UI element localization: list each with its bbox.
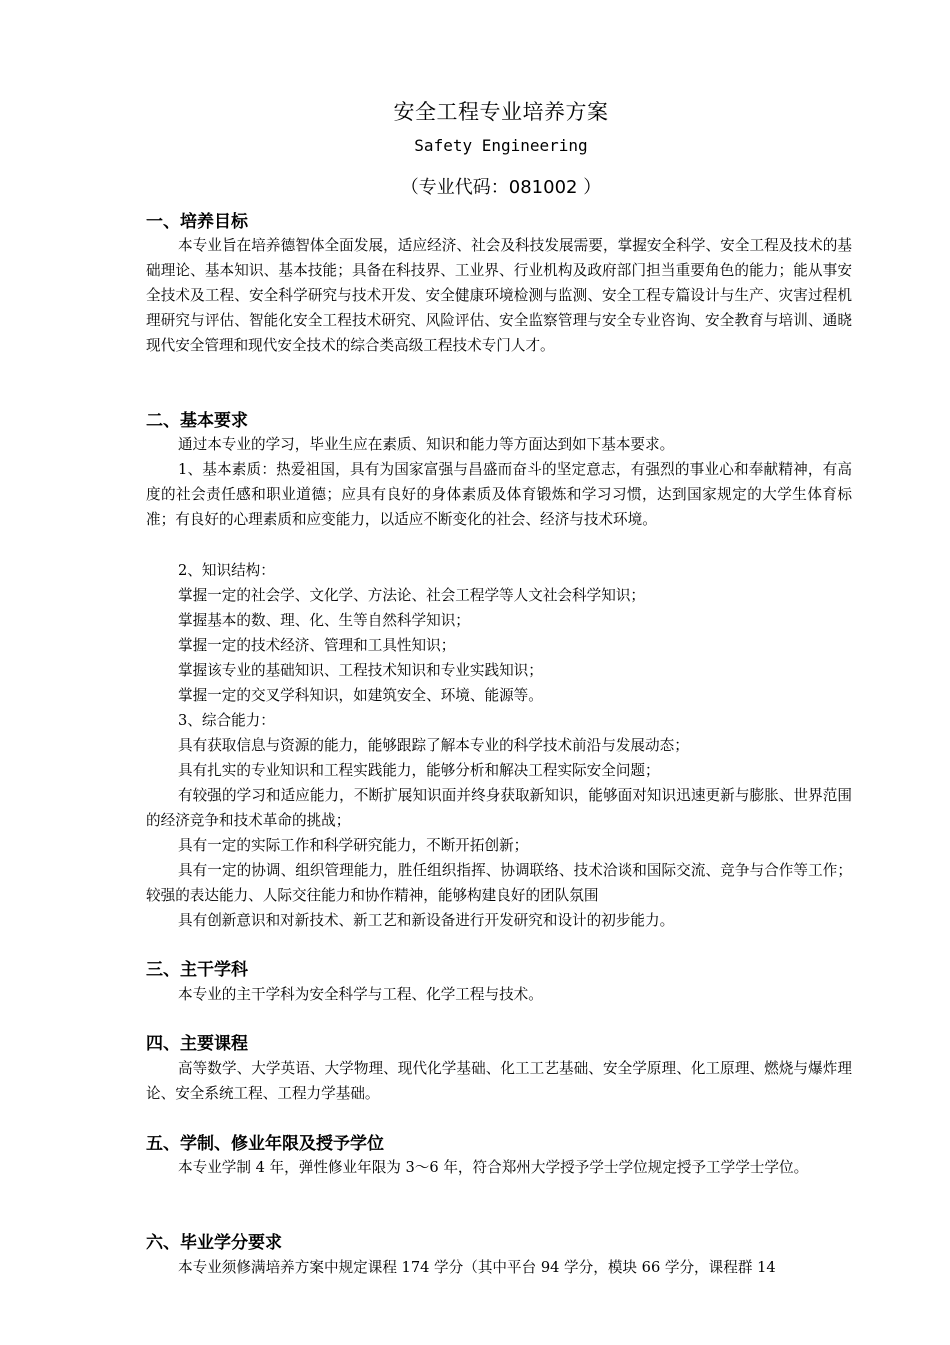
section-heading-credit-requirements: 六、毕业学分要求 [146, 1233, 282, 1253]
main-disciplines-paragraph: 本专业的主干学科为安全科学与工程、化学工程与技术。 [178, 986, 543, 1003]
section-heading-main-courses: 四、主要课程 [146, 1034, 248, 1054]
section-heading-main-disciplines: 三、主干学科 [146, 960, 248, 980]
ability-item: 具有一定的实际工作和科学研究能力，不断开拓创新； [178, 837, 529, 854]
document-subtitle-en: Safety Engineering [414, 136, 588, 155]
ability-item: 具有一定的协调、组织管理能力，胜任组织指挥、协调联络、技术洽谈和国际交流、竞争与合作等工作；较强的表达能力、人际交往能力和协作精神，能够构建良好的团队氛围 [146, 862, 852, 904]
goals-paragraph: 本专业旨在培养德智体全面发展，适应经济、社会及科技发展需要，掌握安全科学、安全工程及技术的基础理论、基本知识、基本技能；具备在科技界、工业界、行业机构及政府部门担当重要角色的能力；能从事安全技术及工程、安全科学研究与技术开发、安全健康环境检测与监测、安全工程专篇设计与生产、灾害过程机理研究与评估、智能化安全工程技术研究、风险评估、安全监察管理与安全专业咨询、安全教育与培训、通晓现代安全管理和现代安全技术的综合类高级工程技术专门人才。 [146, 237, 852, 354]
knowledge-item: 掌握该专业的基础知识、工程技术知识和专业实践知识； [178, 662, 543, 679]
ability-item: 有较强的学习和适应能力，不断扩展知识面并终身获取新知识，能够面对知识迅速更新与膨胀、世界范围的经济竞争和技术革命的挑战； [146, 787, 852, 829]
section-heading-duration-degree: 五、学制、修业年限及授予学位 [146, 1134, 384, 1154]
knowledge-item: 掌握一定的交叉学科知识，如建筑安全、环境、能源等。 [178, 687, 543, 704]
major-code: （专业代码：081002 ） [400, 177, 602, 198]
knowledge-item: 掌握一定的技术经济、管理和工具性知识； [178, 637, 456, 654]
ability-item: 具有扎实的专业知识和工程实践能力，能够分析和解决工程实际安全问题； [178, 762, 660, 779]
main-courses-paragraph: 高等数学、大学英语、大学物理、现代化学基础、化工工艺基础、安全学原理、化工原理、燃烧与爆炸理论、安全系统工程、工程力学基础。 [146, 1060, 852, 1102]
requirements-intro: 通过本专业的学习，毕业生应在素质、知识和能力等方面达到如下基本要求。 [178, 436, 675, 453]
document-title: 安全工程专业培养方案 [393, 100, 609, 124]
knowledge-label: 2、知识结构： [178, 562, 275, 579]
credit-requirements-paragraph: 本专业须修满培养方案中规定课程 174 学分（其中平台 94 学分，模块 66 学分，课程群 14 [178, 1259, 776, 1276]
requirements-quality: 1、基本素质：热爱祖国，具有为国家富强与昌盛而奋斗的坚定意志，有强烈的事业心和奉献精神，有高度的社会责任感和职业道德；应具有良好的身体素质及体育锻炼和学习习惯，达到国家规定的大学生体育标准；有良好的心理素质和应变能力，以适应不断变化的社会、经济与技术环境。 [146, 461, 852, 528]
section-heading-goals: 一、培养目标 [146, 212, 248, 232]
ability-label: 3、综合能力： [178, 712, 275, 729]
section-heading-requirements: 二、基本要求 [146, 411, 248, 431]
ability-item: 具有创新意识和对新技术、新工艺和新设备进行开发研究和设计的初步能力。 [178, 912, 675, 929]
ability-item: 具有获取信息与资源的能力，能够跟踪了解本专业的科学技术前沿与发展动态； [178, 737, 689, 754]
knowledge-item: 掌握基本的数、理、化、生等自然科学知识； [178, 612, 470, 629]
knowledge-item: 掌握一定的社会学、文化学、方法论、社会工程学等人文社会科学知识； [178, 587, 646, 604]
duration-degree-paragraph: 本专业学制 4 年，弹性修业年限为 3～6 年，符合郑州大学授予学士学位规定授予工学学士学位。 [178, 1159, 809, 1176]
